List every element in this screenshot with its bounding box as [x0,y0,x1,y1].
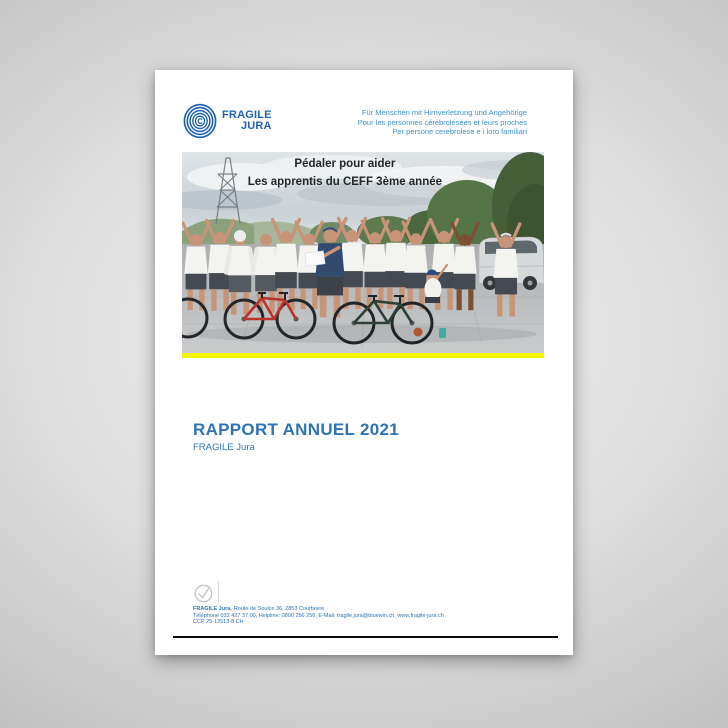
document-page [155,70,573,655]
tagline-de: Für Menschen mit Hirnverletzung und Angehörige [361,108,527,117]
tagline-it: Per persone cerebrolese e i loro familiari [392,127,527,137]
footer-address: Route de Soulce 36, 2853 Courfaivre [233,606,325,612]
footer-account-line: CCP 25-13513-8 CH [193,619,244,626]
org-logo-line1: FRAGILE [222,108,272,121]
spiral-logo-icon [183,103,217,139]
yellow-accent-bar [182,353,544,358]
cover-photo [182,152,544,358]
photo-overlay-subtitle: Les apprentis du CEFF 3ème année [247,176,443,188]
report-title: RAPPORT ANNUEL 2021 [193,420,399,439]
tagline-fr: Pour les personnes cérébrolésées et leurs proches [357,117,527,127]
footer-address-line [193,606,444,613]
photo-overlay-title: Pédaler pour aider [294,158,396,170]
footer-contact-block [193,606,444,626]
org-logo-text [222,110,272,133]
report-subtitle: FRAGILE Jura [193,442,255,453]
footer-contact-line: Téléphone 032 427 37 00, Helpline: 0800 256 256, E-Mail: fragile.jura@bluewin.ch, www.fragile-jura.ch [193,612,444,619]
footer-org-name: FRAGILE Jura, [193,606,232,612]
title-block [193,420,399,453]
org-tagline [358,108,527,137]
footer-rule [173,636,558,638]
org-logo-line2: JURA [240,120,272,132]
org-logo [183,103,272,139]
footer-divider [218,581,219,604]
